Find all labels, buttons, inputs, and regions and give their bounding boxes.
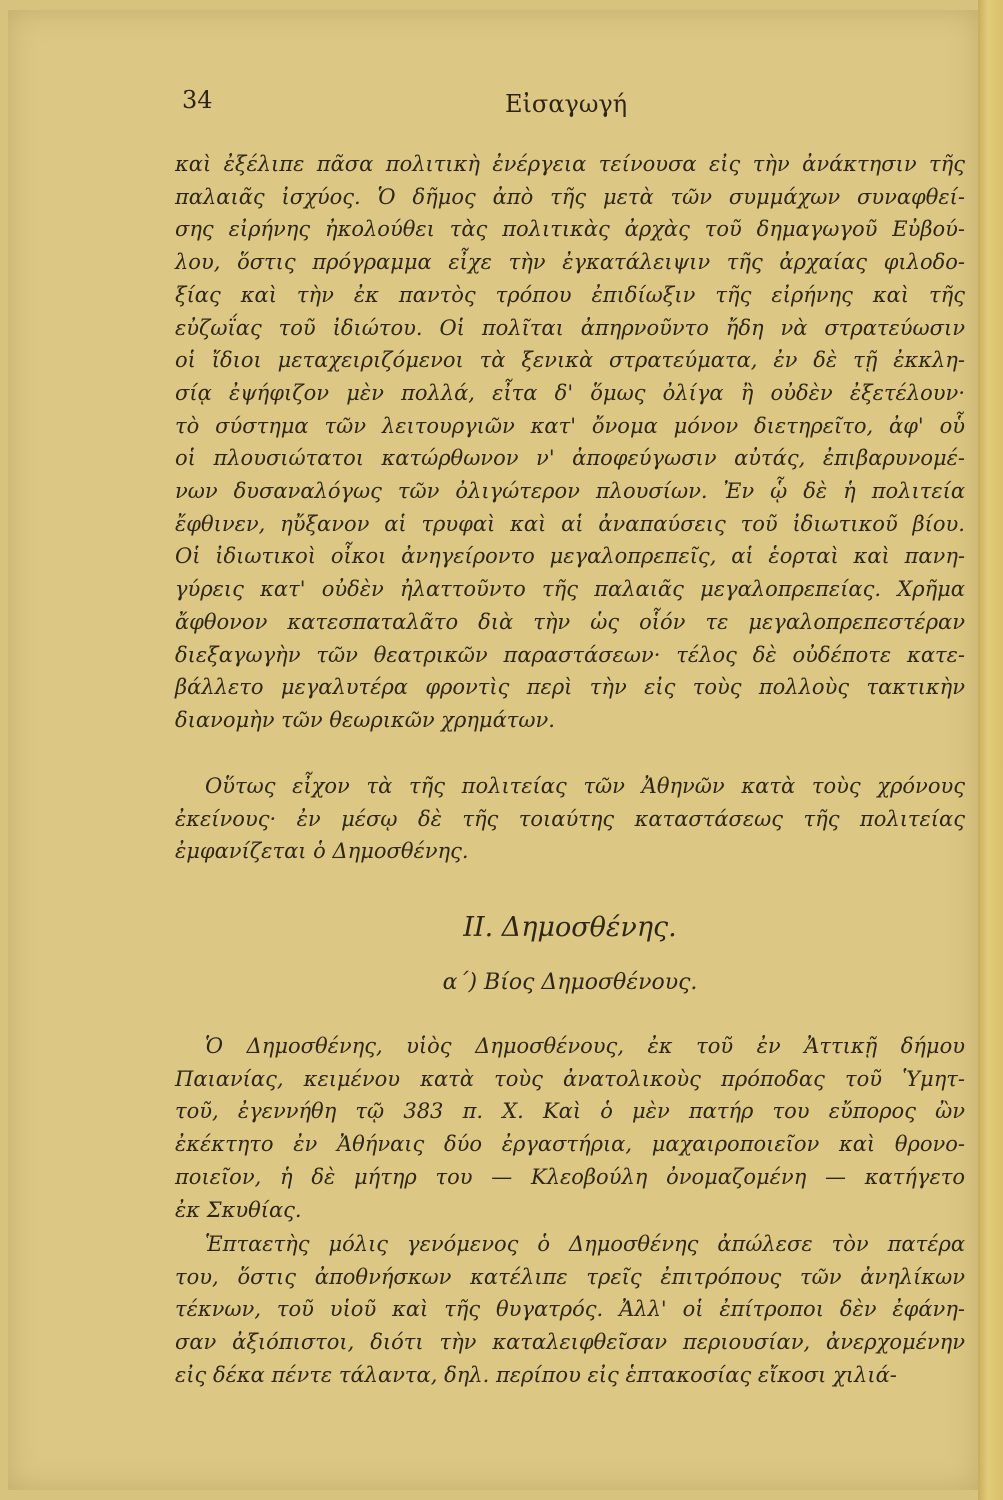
text-line: ἐμφανίζεται ὁ Δημοσθένης.: [175, 839, 469, 864]
text-line: ἐκ Σκυθίας.: [175, 1197, 302, 1222]
text-line: λου, ὅστις πρόγραμμα εἶχε τὴν ἐγκατάλειψιν τῆς ἀρχαίας φιλοδο-: [175, 250, 965, 275]
text-line: ἐκέκτητο ἐν Ἀθήναις δύο ἐργαστήρια, μαχαιροποιεῖον καὶ θρονο-: [175, 1132, 965, 1157]
text-line: γύρεις κατ' οὐδὲν ἠλαττοῦντο τῆς παλαιᾶς μεγαλοπρεπείας. Χρῆμα: [175, 577, 965, 602]
paragraph-3: [175, 1030, 965, 1226]
text-line: Οἱ ἰδιωτικοὶ οἶκοι ἀνηγείροντο μεγαλοπρεπεῖς, αἱ ἑορταὶ καὶ πανη-: [175, 544, 965, 569]
paragraph-2: [175, 770, 965, 868]
text-line: ποιεῖον, ἡ δὲ μήτηρ του — Κλεοβούλη ὀνομαζομένη — κατήγετο: [175, 1164, 965, 1189]
section-title: II. Δημοσθένης.: [463, 912, 677, 943]
text-line: Ὁ Δημοσθένης, υἱὸς Δημοσθένους, ἐκ τοῦ ἐν Ἀττικῇ δήμου: [205, 1034, 965, 1058]
text-line: ξίας καὶ τὴν ἐκ παντὸς τρόπου ἐπιδίωξιν τῆς εἰρήνης καὶ τῆς: [175, 282, 965, 307]
paragraph-4: [175, 1228, 965, 1392]
text-line: ἄφθονον κατεσπαταλᾶτο διὰ τὴν ὡς οἷόν τε μεγαλοπρεπεστέραν: [175, 609, 965, 634]
text-line: διανομὴν τῶν θεωρικῶν χρημάτων.: [175, 707, 555, 732]
page-number: 34: [182, 86, 213, 114]
text-line: οἱ πλουσιώτατοι κατώρθωνον ν' ἀποφεύγωσιν αὐτάς, ἐπιβαρυνομέ-: [175, 446, 965, 471]
text-line: παλαιᾶς ἰσχύος. Ὁ δῆμος ἀπὸ τῆς μετὰ τῶν συμμάχων συναφθεί-: [175, 184, 965, 209]
running-head: Εἰσαγωγή: [505, 90, 628, 118]
text-line: ἔφθινεν, ηὔξανον αἱ τρυφαὶ καὶ αἱ ἀναπαύσεις τοῦ ἰδιωτικοῦ βίου.: [175, 511, 965, 536]
text-line: τὸ σύστημα τῶν λειτουργιῶν κατ' ὄνομα μόνον διετηρεῖτο, ἀφ' οὗ: [175, 413, 965, 438]
text-line: νων δυσαναλόγως τῶν ὀλιγώτερον πλουσίων. Ἐν ᾧ δὲ ἡ πολιτεία: [175, 479, 965, 504]
text-line: ἐκείνους· ἐν μέσῳ δὲ τῆς τοιαύτης καταστάσεως τῆς πολιτείας: [175, 806, 965, 831]
text-line: εἰς δέκα πέντε τάλαντα, δηλ. περίπου εἰς ἑπτακοσίας εἴκοσι χιλιά-: [175, 1362, 897, 1387]
text-line: οἱ ἴδιοι μεταχειριζόμενοι τὰ ξενικὰ στρατεύματα, ἐν δὲ τῇ ἐκκλη-: [175, 348, 965, 373]
page-edge: [978, 0, 1003, 1500]
text-line: σης εἰρήνης ἠκολούθει τὰς πολιτικὰς ἀρχὰς τοῦ δημαγωγοῦ Εὐβού-: [175, 217, 965, 242]
text-line: εὐζωΐας τοῦ ἰδιώτου. Οἱ πολῖται ἀπηρνοῦντο ἤδη νὰ στρατεύωσιν: [175, 315, 965, 340]
text-line: τοῦ, ἐγεννήθη τῷ 383 π. Χ. Καὶ ὁ μὲν πατήρ του εὔπορος ὢν: [175, 1099, 965, 1124]
text-line: τέκνων, τοῦ υἱοῦ καὶ τῆς θυγατρός. Ἀλλ' οἱ ἐπίτροποι δὲν ἐφάνη-: [175, 1297, 965, 1322]
text-line: Παιανίας, κειμένου κατὰ τοὺς ἀνατολικοὺς πρόποδας τοῦ Ὑμητ-: [175, 1066, 965, 1091]
text-line: διεξαγωγὴν τῶν θεατρικῶν παραστάσεων· τέλος δὲ οὐδέποτε κατε-: [175, 642, 965, 667]
text-line: Οὕτως εἶχον τὰ τῆς πολιτείας τῶν Ἀθηνῶν κατὰ τοὺς χρόνους: [205, 774, 965, 798]
text-line: βάλλετο μεγαλυτέρα φροντὶς περὶ τὴν εἰς τοὺς πολλοὺς τακτικὴν: [175, 675, 965, 700]
text-line: Ἑπταετὴς μόλις γενόμενος ὁ Δημοσθένης ἀπώλεσε τὸν πατέρα: [205, 1232, 965, 1256]
subsection-title: α΄) Βίος Δημοσθένους.: [442, 970, 698, 995]
text-line: καὶ ἐξέλιπε πᾶσα πολιτικὴ ἐνέργεια τείνουσα εἰς τὴν ἀνάκτησιν τῆς: [175, 152, 965, 176]
text-line: του, ὅστις ἀποθνήσκων κατέλιπε τρεῖς ἐπιτρόπους τῶν ἀνηλίκων: [175, 1264, 965, 1289]
text-line: σαν ἀξιόπιστοι, διότι τὴν καταλειφθεῖσαν περιουσίαν, ἀνερχομένην: [175, 1330, 965, 1355]
paragraph-1: [175, 148, 965, 737]
text-line: σίᾳ ἐψήφιζον μὲν πολλά, εἶτα δ' ὅμως ὀλίγα ἢ οὐδὲν ἐξετέλουν·: [175, 380, 965, 405]
